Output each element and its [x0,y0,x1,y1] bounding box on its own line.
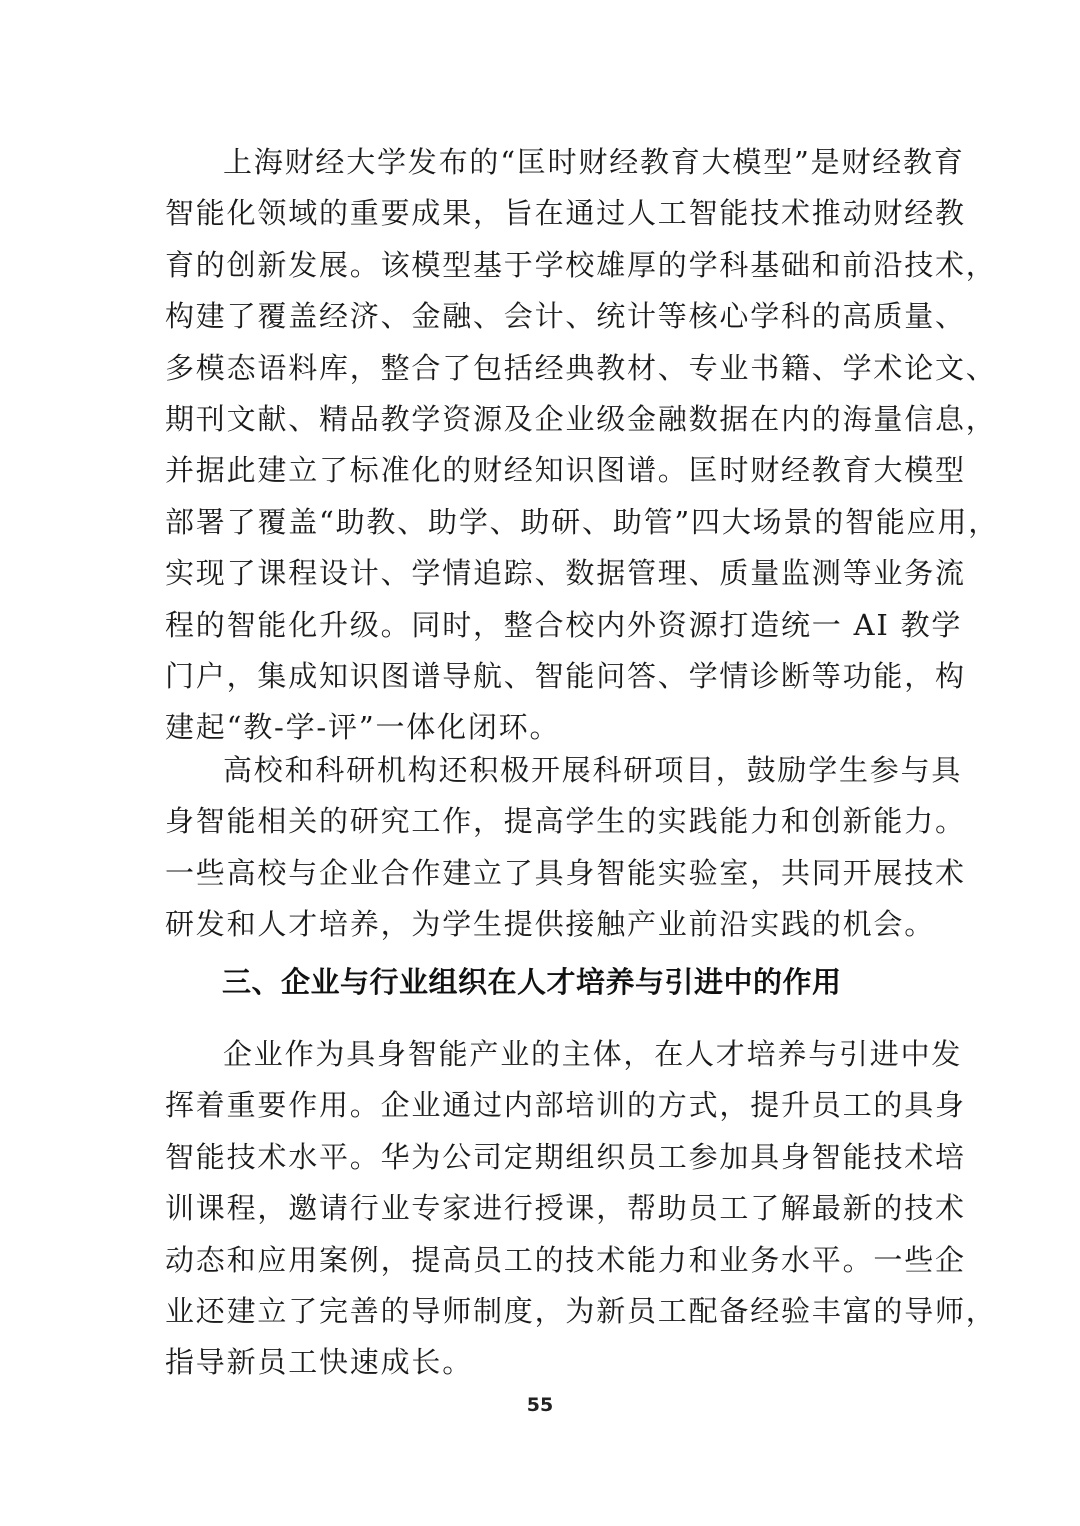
section-heading: 三、企业与行业组织在人才培养与引进中的作用 [222,965,842,999]
paragraph-line: 期刊文献、精品教学资源及企业级金融数据在内的海量信息， [165,401,997,436]
paragraph-line: 多模态语料库，整合了包括经典教材、专业书籍、学术论文、 [165,350,997,385]
paragraph-line: 高校和科研机构还积极开展科研项目，鼓励学生参与具 [223,753,963,787]
paragraph-line: 指导新员工快速成长。 [165,1345,474,1380]
paragraph-enterprises [165,1029,997,1389]
paragraph-line: 实现了课程设计、学情追踪、数据管理、质量监测等业务流 [165,556,966,591]
paragraph-line: 构建了覆盖经济、金融、会计、统计等核心学科的高质量、 [165,299,966,334]
paragraph-line: 育的创新发展。该模型基于学校雄厚的学科基础和前沿技术， [165,247,997,282]
paragraph-line: 建起“教-学-评”一体化闭环。 [165,710,561,745]
paragraph-line: 智能技术水平。华为公司定期组织员工参加具身智能技术培 [165,1139,966,1174]
paragraph-line: 研发和人才培养，为学生提供接触产业前沿实践的机会。 [165,907,936,942]
paragraph-line: 身智能相关的研究工作，提高学生的实践能力和创新能力。 [165,804,966,839]
paragraph-line: 程的智能化升级。同时，整合校内外资源打造统一 AI 教学 [165,607,963,642]
paragraph-line: 智能化领域的重要成果，旨在通过人工智能技术推动财经教 [165,196,966,231]
paragraph-line: 上海财经大学发布的“匡时财经教育大模型”是财经教育 [223,145,965,179]
paragraph-line: 部署了覆盖“助教、助学、助研、助管”四大场景的智能应用， [165,504,1000,539]
paragraph-line: 门户，集成知识图谱导航、智能问答、学情诊断等功能，构 [165,658,966,693]
page-number: 55 [526,1394,554,1416]
paragraph-line: 挥着重要作用。企业通过内部培训的方式，提升员工的具身 [165,1088,966,1123]
paragraph-line: 训课程，邀请行业专家进行授课，帮助员工了解最新的技术 [165,1191,966,1226]
paragraph-shufe-model [165,137,1000,754]
paragraph-line: 一些高校与企业合作建立了具身智能实验室，共同开展技术 [165,855,966,890]
paragraph-line: 并据此建立了标准化的财经知识图谱。匡时财经教育大模型 [165,453,966,488]
paragraph-line: 动态和应用案例，提高员工的技术能力和业务水平。一些企 [165,1242,966,1277]
paragraph-universities-research [165,745,966,951]
paragraph-line: 业还建立了完善的导师制度，为新员工配备经验丰富的导师， [165,1293,997,1328]
paragraph-line: 企业作为具身智能产业的主体，在人才培养与引进中发 [223,1037,963,1071]
